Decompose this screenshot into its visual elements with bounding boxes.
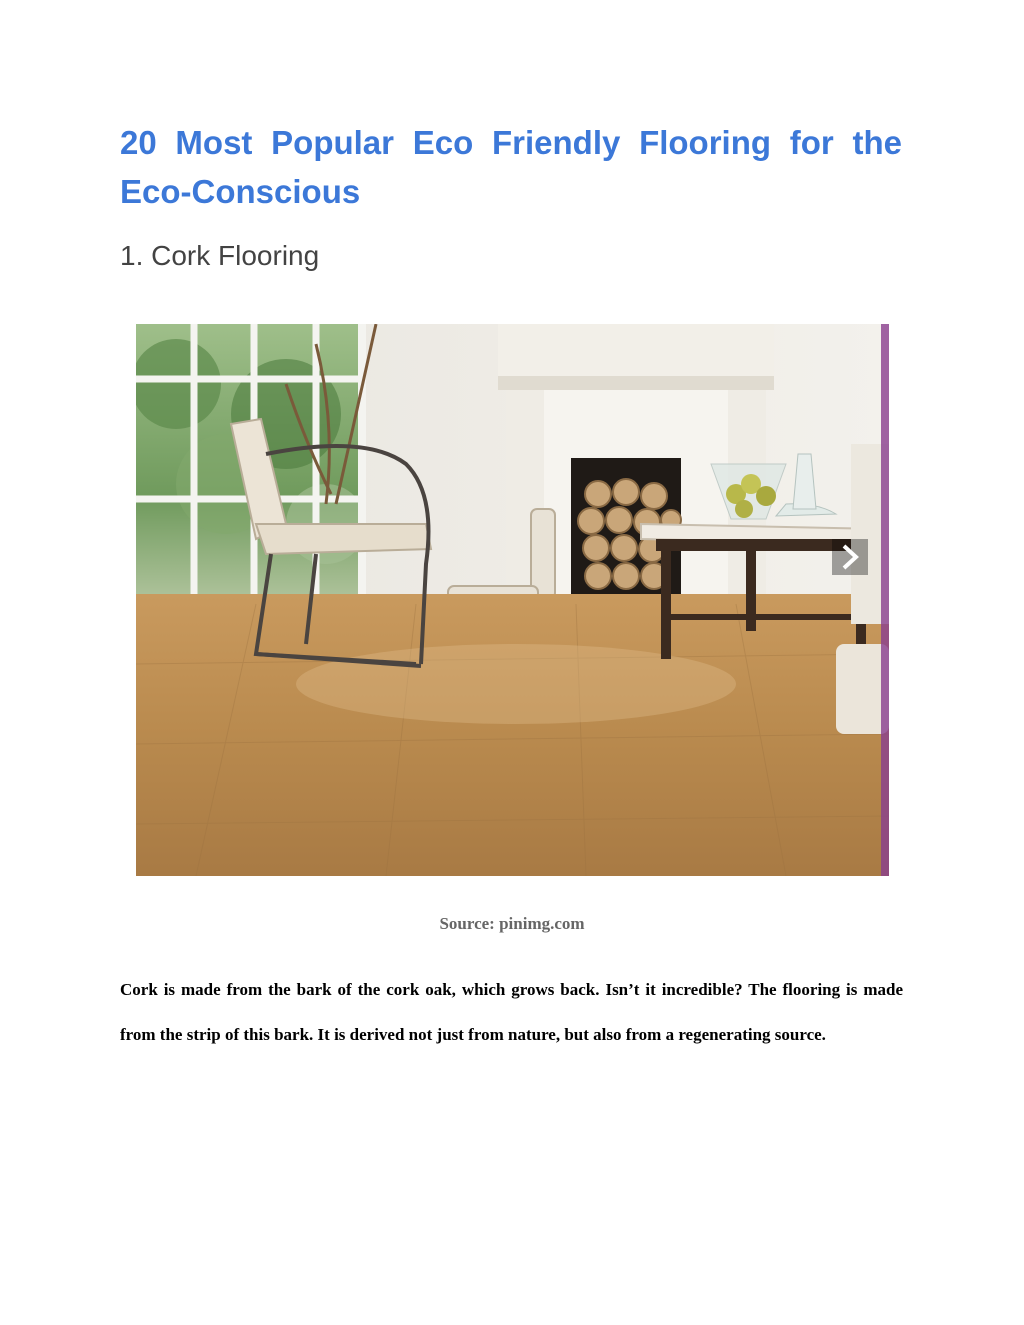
next-image-arrow-icon[interactable] [832,539,868,575]
image-caption: Source: pinimg.com [439,914,585,933]
body-paragraph: Cork is made from the bark of the cork oak, which grows back. Isn’t it incredible? The flooring is made from the strip of this bark. It is derived not just from nature, but also from a regenerating source. [120,980,903,1044]
section-heading: 1. Cork Flooring [120,240,320,271]
cork-flooring-photo [136,324,889,876]
page-title: 20 Most Popular Eco Friendly Flooring for the Eco-Conscious [120,124,902,210]
